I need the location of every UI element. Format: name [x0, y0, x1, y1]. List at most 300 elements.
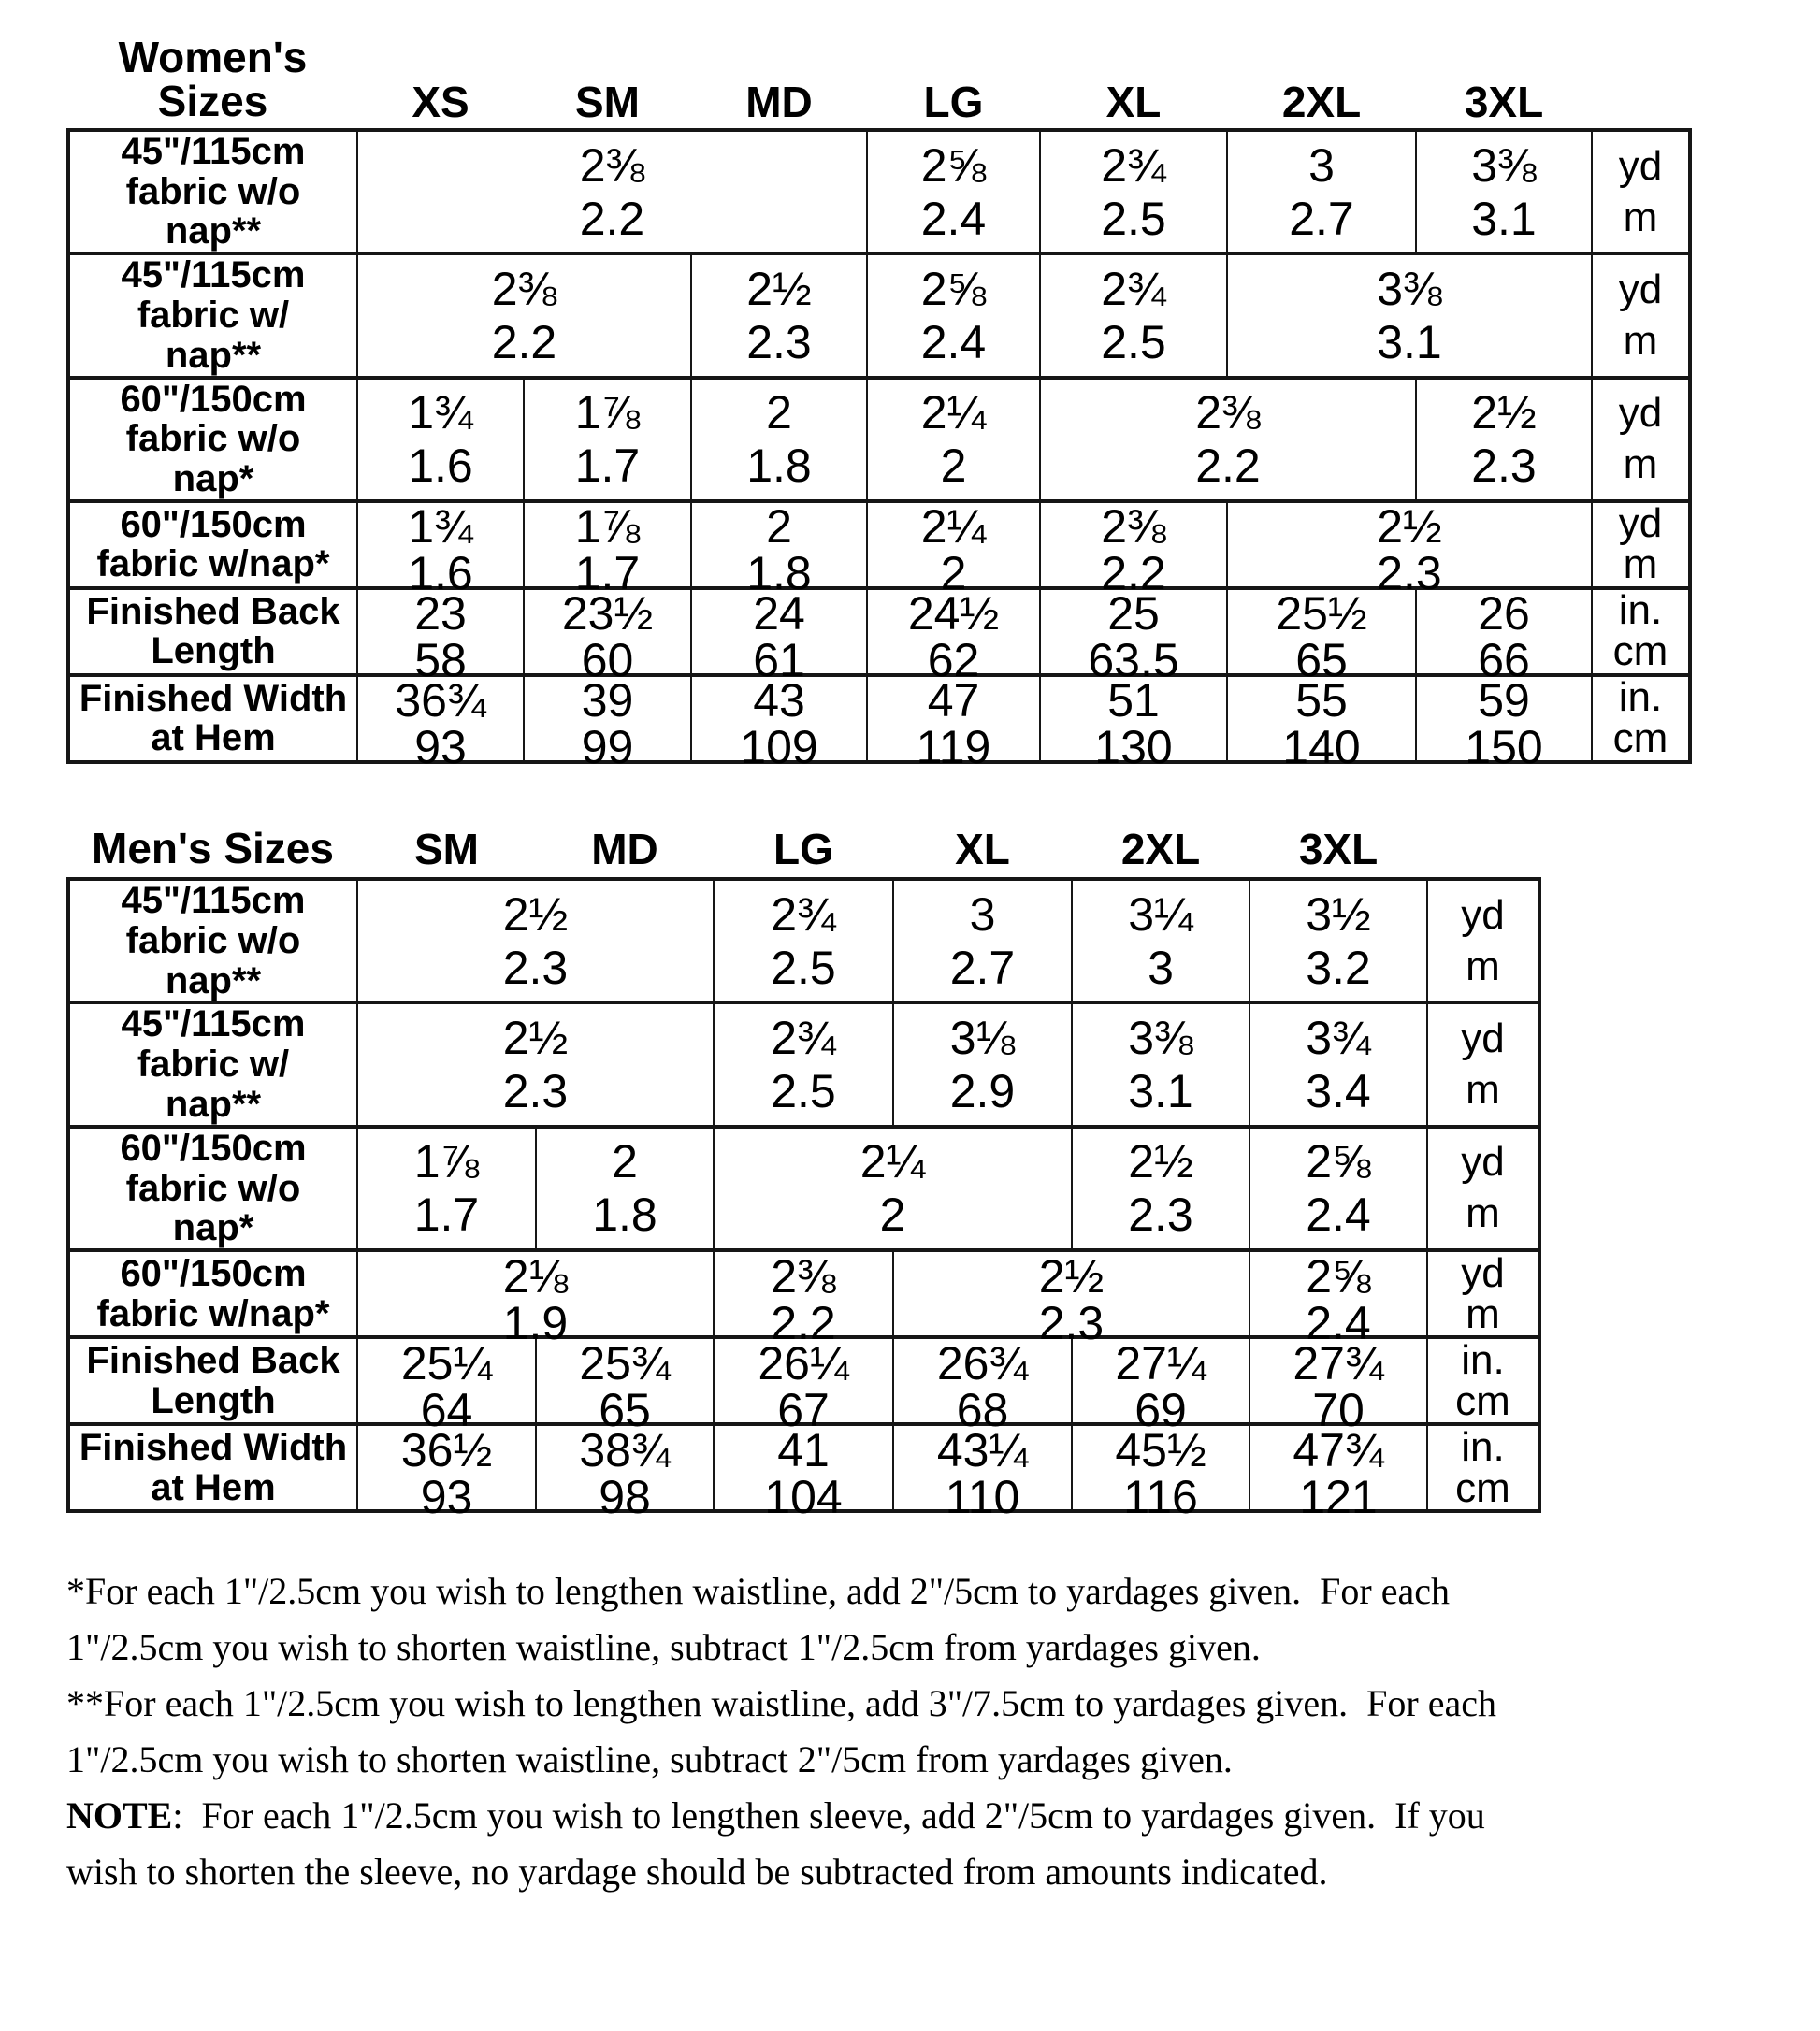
value-bottom: 68: [956, 1383, 1009, 1436]
value-top: 2½: [1471, 386, 1537, 439]
yardage-cell: [1249, 879, 1427, 1002]
yardage-values: [358, 587, 523, 687]
value-bottom: 110: [945, 1470, 1020, 1523]
row-label-line: Finished Width: [79, 1426, 348, 1468]
header-row: [68, 36, 1690, 130]
row-label-line: fabric w/nap*: [96, 1292, 330, 1334]
value-top: yd: [1461, 1016, 1505, 1062]
yardage-cell: [357, 130, 867, 253]
value-top: 55: [1295, 674, 1348, 727]
yardage-cell: [714, 879, 893, 1002]
value-bottom: m: [1466, 1290, 1500, 1337]
yardage-cell: [1249, 1127, 1427, 1250]
yardage-cell: [1227, 253, 1592, 377]
value-bottom: 93: [420, 1470, 473, 1523]
yardage-values: [692, 382, 866, 496]
table-row: [68, 130, 1690, 253]
row-label-line: 45"/115cm: [121, 130, 306, 172]
value-top: 26¼: [758, 1336, 849, 1390]
yardage-cell: [1072, 1002, 1249, 1126]
value-top: 1⅞: [574, 386, 641, 439]
yardage-values: [868, 259, 1039, 372]
table-row: [68, 588, 1690, 675]
value-top: 3: [969, 887, 996, 941]
value-bottom: 1.7: [574, 547, 641, 600]
unit-values: [1593, 382, 1688, 496]
title-line: Men's Sizes: [92, 824, 334, 873]
yardage-values: [358, 1131, 535, 1245]
value-bottom: m: [1466, 943, 1500, 989]
value-top: 26¾: [936, 1336, 1029, 1390]
yardage-cell: [357, 253, 691, 377]
value-bottom: cm: [1455, 1464, 1510, 1511]
column-header-lg: LG: [923, 77, 984, 126]
row-label-line: 45"/115cm: [121, 254, 306, 296]
row-label-line: fabric w/o: [125, 418, 301, 460]
value-bottom: 3.1: [1128, 1065, 1193, 1118]
unit-cell: [1427, 1424, 1539, 1511]
unit-cell: [1427, 1127, 1539, 1250]
value-top: 25¾: [579, 1336, 671, 1390]
row-label-line: Length: [151, 1379, 276, 1421]
value-bottom: 2.3: [1377, 547, 1442, 600]
value-bottom: 3.4: [1306, 1065, 1371, 1118]
value-bottom: 130: [1094, 721, 1173, 774]
yardage-cell: [357, 378, 524, 501]
value-top: 1¾: [408, 500, 473, 554]
value-top: 2⅝: [920, 138, 987, 192]
row-label-line: fabric w/o: [125, 1167, 301, 1209]
yardage-values: [1250, 885, 1426, 998]
value-top: 25½: [1276, 587, 1367, 641]
value-bottom: 67: [777, 1383, 830, 1436]
yardage-values: [358, 1249, 713, 1349]
yardage-cell: [893, 1002, 1072, 1126]
yardage-cell: [893, 1336, 1072, 1436]
unit-cell: [1427, 1337, 1539, 1424]
table-row: [68, 253, 1690, 377]
yardage-values: [692, 259, 866, 372]
value-bottom: m: [1623, 194, 1658, 240]
row-label-line: Length: [151, 630, 276, 672]
yardage-cell: [1072, 1336, 1249, 1436]
value-bottom: 2.9: [949, 1065, 1016, 1118]
value-top: 3: [1308, 138, 1335, 192]
value-bottom: 2.2: [1195, 439, 1261, 493]
value-top: 2¼: [920, 500, 987, 554]
table-row: [68, 879, 1539, 1002]
value-bottom: 2.5: [1101, 315, 1166, 368]
value-bottom: 2.4: [1306, 1296, 1371, 1349]
yardage-values: [715, 1008, 892, 1121]
value-top: 23½: [561, 587, 654, 641]
value-bottom: 2: [940, 439, 967, 493]
yardage-cell: [357, 879, 714, 1002]
value-bottom: 1.8: [746, 439, 812, 493]
yardage-values: [358, 1336, 535, 1436]
value-bottom: 65: [1295, 634, 1348, 687]
value-top: 36¾: [395, 674, 486, 727]
row-label-line: nap*: [172, 458, 254, 500]
footnotes: [66, 1563, 1764, 1900]
value-top: in.: [1618, 587, 1663, 634]
yardage-cell: [1040, 587, 1227, 687]
value-bottom: 2.3: [1038, 1296, 1105, 1349]
value-bottom: m: [1466, 1190, 1500, 1237]
row-label-line: fabric w/o: [125, 170, 301, 212]
value-bottom: 1.9: [502, 1296, 569, 1349]
yardage-cell: [357, 1002, 714, 1126]
column-header-xl: XL: [1105, 77, 1162, 126]
row-label-line: 60"/150cm: [120, 378, 307, 420]
column-header-sm: SM: [575, 77, 640, 126]
value-bottom: 2.3: [746, 315, 812, 368]
yardage-values: [1250, 1249, 1426, 1349]
column-header-2xl: 2XL: [1120, 824, 1201, 873]
value-bottom: 66: [1478, 634, 1530, 687]
row-label-line: fabric w/o: [125, 919, 301, 961]
yardage-values: [525, 587, 690, 687]
yardage-values: [358, 136, 866, 249]
footnote-line: [66, 1676, 1764, 1732]
unit-values: [1593, 136, 1688, 249]
value-top: 39: [581, 674, 634, 727]
yardage-values: [868, 674, 1039, 774]
footnote-text: : For each 1"/2.5cm you wish to lengthen sleeve, add 2"/5cm to yardages given. If you: [172, 1794, 1485, 1837]
yardage-cell: [714, 1002, 893, 1126]
yardage-cell: [536, 1423, 714, 1523]
unit-values: [1428, 1249, 1538, 1337]
value-top: 3½: [1306, 887, 1371, 941]
value-top: 3⅜: [1471, 138, 1537, 192]
footnote-text: 1"/2.5cm you wish to shorten waistline, subtract 1"/2.5cm from yardages given.: [66, 1626, 1261, 1669]
value-top: 2¼: [859, 1135, 926, 1188]
value-top: 2½: [746, 262, 812, 315]
value-top: 1⅞: [574, 500, 641, 554]
yardage-values: [1228, 136, 1415, 249]
value-top: yd: [1461, 1139, 1505, 1186]
yardage-cell: [1040, 253, 1227, 377]
value-top: 2½: [502, 1012, 569, 1065]
yardage-cell: [893, 1249, 1249, 1349]
yardage-cell: [357, 1423, 536, 1523]
value-bottom: 62: [927, 634, 980, 687]
value-bottom: 104: [764, 1470, 843, 1523]
value-top: in.: [1618, 674, 1663, 721]
yardage-values: [868, 136, 1039, 249]
table-row: [68, 501, 1690, 588]
footnote-line: [66, 1788, 1764, 1844]
row-label-line: fabric w/nap*: [96, 543, 330, 585]
column-header-xl: XL: [955, 824, 1010, 873]
footnote-bold-label: NOTE: [66, 1794, 173, 1837]
unit-values: [1593, 259, 1688, 372]
header-row: [68, 824, 1539, 879]
value-bottom: 3.2: [1306, 941, 1371, 994]
row-label-line: 45"/115cm: [121, 1003, 306, 1045]
value-top: yd: [1618, 390, 1663, 437]
value-bottom: 2.3: [502, 1065, 569, 1118]
yardage-values: [894, 1008, 1071, 1121]
yardage-cell: [1227, 500, 1592, 600]
yardage-values: [1228, 587, 1415, 687]
yardage-values: [1417, 587, 1591, 687]
mens-table-title: [68, 824, 357, 879]
value-top: 36½: [400, 1423, 493, 1476]
row-label-line: 60"/150cm: [120, 503, 307, 545]
womens-table-body: [68, 130, 1690, 774]
row-label: [68, 1002, 357, 1126]
value-bottom: 1.7: [574, 439, 641, 493]
value-top: 2¾: [771, 1012, 836, 1065]
value-bottom: cm: [1612, 628, 1668, 675]
yardage-cell: [691, 587, 867, 687]
row-label-line: at Hem: [151, 1466, 276, 1508]
table-row: [68, 1424, 1539, 1511]
column-header-3xl: 3XL: [1298, 824, 1379, 873]
yardage-values: [1250, 1008, 1426, 1121]
row-label-line: Finished Width: [79, 677, 348, 719]
yardage-cell: [1416, 378, 1592, 501]
value-top: 2: [766, 500, 792, 554]
row-label: [68, 501, 357, 588]
yardage-cell: [357, 1249, 714, 1349]
value-bottom: 150: [1465, 721, 1543, 774]
title-line: Women's: [118, 33, 308, 81]
footnote-line: [66, 1844, 1764, 1900]
value-bottom: 2.5: [1101, 192, 1166, 245]
value-bottom: 93: [414, 721, 467, 774]
value-top: 27¾: [1293, 1336, 1384, 1390]
yardage-values: [1073, 1008, 1249, 1121]
value-top: 1¾: [408, 386, 473, 439]
yardage-values: [715, 1249, 892, 1349]
table-row: [68, 378, 1690, 501]
yardage-cell: [691, 378, 867, 501]
row-label-line: 60"/150cm: [120, 1252, 307, 1294]
yardage-cell: [1416, 587, 1592, 687]
yardage-values: [525, 382, 690, 496]
row-label: [68, 378, 357, 501]
unit-values: [1428, 1008, 1538, 1121]
yardage-values: [1250, 1131, 1426, 1245]
value-top: 2½: [1038, 1249, 1105, 1303]
value-bottom: m: [1623, 541, 1658, 588]
yardage-values: [894, 1423, 1071, 1523]
value-top: 2¼: [920, 386, 987, 439]
value-top: 2⅝: [920, 262, 987, 315]
row-label: [68, 588, 357, 675]
mens-table-header: [68, 824, 1539, 879]
value-top: 41: [777, 1423, 830, 1476]
value-top: yd: [1461, 891, 1505, 938]
footnote-line: [66, 1563, 1764, 1620]
value-top: 2⅛: [502, 1249, 569, 1303]
row-label-line: at Hem: [151, 717, 276, 759]
value-bottom: 3: [1148, 941, 1174, 994]
unit-cell: [1592, 253, 1690, 377]
value-bottom: 63.5: [1088, 634, 1179, 687]
yardage-cell: [691, 674, 867, 774]
value-top: 2¾: [1101, 262, 1166, 315]
column-header-md: MD: [745, 77, 813, 126]
row-label-line: Finished Back: [86, 1339, 340, 1381]
yardage-cell: [714, 1423, 893, 1523]
value-bottom: 61: [753, 634, 805, 687]
yardage-cell: [867, 378, 1040, 501]
value-top: 2⅜: [491, 262, 557, 315]
yardage-values: [537, 1423, 713, 1523]
value-top: yd: [1618, 266, 1663, 312]
column-header-3xl: 3XL: [1464, 77, 1544, 126]
value-top: 2⅜: [579, 138, 645, 192]
yardage-cell: [536, 1127, 714, 1250]
yardage-values: [715, 1336, 892, 1436]
value-bottom: m: [1623, 441, 1658, 488]
value-top: 27¼: [1115, 1336, 1206, 1390]
yardage-cell: [357, 587, 524, 687]
value-bottom: 64: [420, 1383, 473, 1436]
row-label-line: 45"/115cm: [121, 879, 306, 921]
value-top: 24½: [907, 587, 1000, 641]
row-label-line: fabric w/: [137, 1044, 290, 1086]
value-top: 2⅝: [1306, 1249, 1371, 1303]
title-line: Sizes: [157, 76, 268, 125]
yardage-values: [868, 500, 1039, 600]
yardage-cell: [1249, 1249, 1427, 1349]
yardage-values: [692, 500, 866, 600]
value-top: 2½: [1128, 1135, 1193, 1188]
yardage-values: [358, 382, 523, 496]
value-top: yd: [1618, 142, 1663, 189]
value-bottom: 2.3: [1128, 1188, 1193, 1242]
value-bottom: cm: [1612, 715, 1668, 762]
unit-cell: [1592, 378, 1690, 501]
yardage-values: [1250, 1336, 1426, 1436]
yardage-cell: [691, 253, 867, 377]
yardage-values: [1073, 1423, 1249, 1523]
unit-values: [1593, 587, 1688, 675]
yardage-values: [1228, 674, 1415, 774]
yardage-cell: [867, 674, 1040, 774]
yardage-cell: [1249, 1002, 1427, 1126]
column-header-md: MD: [591, 824, 658, 873]
yardage-cell: [1040, 130, 1227, 253]
value-top: 24: [753, 587, 805, 641]
mens-size-table: [66, 824, 1541, 1523]
value-bottom: 1.7: [413, 1188, 480, 1242]
yardage-values: [1041, 259, 1226, 372]
yardage-cell: [1227, 587, 1416, 687]
yardage-values: [525, 674, 690, 774]
yardage-values: [1041, 136, 1226, 249]
value-bottom: 69: [1134, 1383, 1187, 1436]
value-top: 2½: [502, 887, 569, 941]
yardage-values: [358, 1008, 713, 1121]
value-bottom: 2.5: [771, 941, 836, 994]
value-bottom: 99: [581, 721, 634, 774]
unit-column-header: [1592, 36, 1690, 130]
yardage-cell: [893, 1423, 1072, 1523]
value-top: 3⅛: [949, 1012, 1016, 1065]
yardage-cell: [867, 253, 1040, 377]
yardage-values: [1073, 1336, 1249, 1436]
value-bottom: 2.3: [1471, 439, 1537, 493]
yardage-cell: [357, 674, 524, 774]
table-row: [68, 1337, 1539, 1424]
value-bottom: 2.3: [502, 941, 569, 994]
value-top: yd: [1618, 500, 1663, 547]
yardage-cell: [357, 500, 524, 600]
value-bottom: cm: [1455, 1377, 1510, 1424]
row-label: [68, 1127, 357, 1250]
value-bottom: 58: [414, 634, 467, 687]
yardage-values: [715, 885, 892, 998]
table-row: [68, 1127, 1539, 1250]
value-top: 23: [414, 587, 467, 641]
value-bottom: 2.2: [771, 1296, 836, 1349]
row-label-line: Finished Back: [86, 590, 340, 632]
yardage-values: [894, 1249, 1249, 1349]
mens-table-body: [68, 879, 1539, 1523]
yardage-cell: [1416, 674, 1592, 774]
value-bottom: 2.4: [920, 315, 987, 368]
row-label-line: nap*: [172, 1207, 254, 1249]
value-top: 2⅜: [1195, 386, 1261, 439]
value-top: 2: [612, 1135, 638, 1188]
value-top: 2¾: [771, 887, 836, 941]
yardage-values: [715, 1131, 1071, 1245]
unit-cell: [1592, 501, 1690, 588]
value-bottom: 2.7: [1289, 192, 1354, 245]
yardage-cell: [524, 587, 691, 687]
unit-cell: [1592, 675, 1690, 762]
value-bottom: 121: [1299, 1470, 1378, 1523]
yardage-cell: [1072, 1127, 1249, 1250]
value-bottom: 2.2: [579, 192, 645, 245]
value-bottom: 1.6: [408, 547, 473, 600]
yardage-values: [1417, 674, 1591, 774]
value-top: 51: [1107, 674, 1160, 727]
yardage-values: [1041, 587, 1226, 687]
row-label-line: nap**: [165, 1083, 262, 1125]
value-bottom: 3.1: [1377, 315, 1442, 368]
unit-values: [1428, 1336, 1538, 1424]
yardage-values: [1250, 1423, 1426, 1523]
womens-table-title: [68, 33, 357, 130]
yardage-values: [1041, 382, 1415, 496]
value-bottom: 2.4: [1306, 1188, 1371, 1242]
column-header-lg: LG: [773, 824, 833, 873]
value-top: 25: [1107, 587, 1160, 641]
row-label: [68, 1337, 357, 1424]
footnote-text: **For each 1"/2.5cm you wish to lengthen waistline, add 3"/7.5cm to yardages given. For each: [66, 1682, 1496, 1725]
row-label: [68, 253, 357, 377]
yardage-cell: [524, 500, 691, 600]
row-label: [68, 1250, 357, 1337]
value-bottom: 2: [940, 547, 967, 600]
value-bottom: 2.5: [771, 1065, 836, 1118]
yardage-cell: [1416, 130, 1592, 253]
value-bottom: 2.7: [949, 941, 1016, 994]
value-top: 43: [753, 674, 805, 727]
value-top: 3¾: [1306, 1012, 1371, 1065]
value-top: 38¾: [579, 1423, 671, 1476]
value-bottom: 140: [1282, 721, 1361, 774]
value-top: 47: [927, 674, 980, 727]
row-label-line: 60"/150cm: [120, 1127, 307, 1169]
value-top: 25¼: [400, 1336, 493, 1390]
